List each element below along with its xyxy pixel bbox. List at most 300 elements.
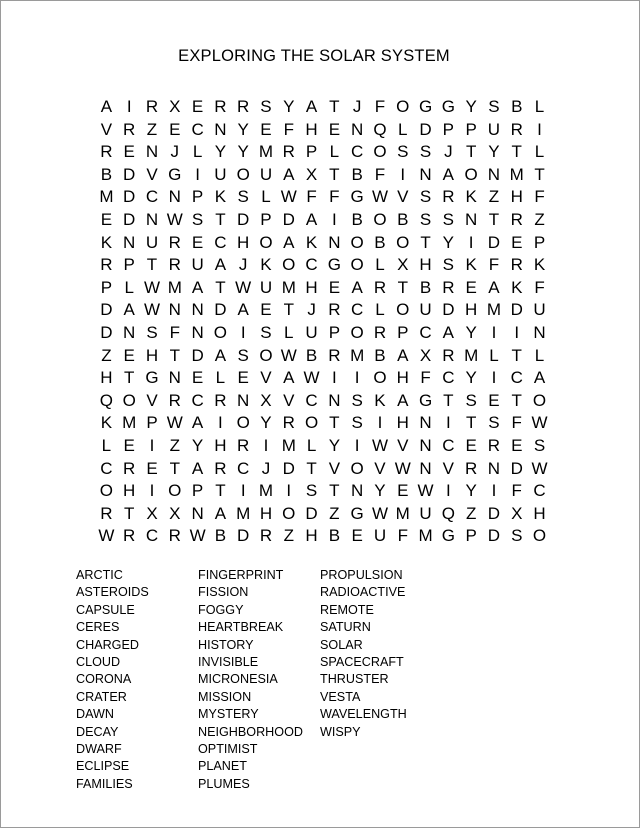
word-list-item: HEARTBREAK: [198, 620, 284, 635]
grid-letter: D: [123, 209, 136, 229]
grid-letter: M: [395, 503, 410, 523]
grid-letter: L: [398, 119, 408, 139]
grid-letter: K: [511, 277, 523, 297]
grid-letter: T: [169, 345, 180, 365]
grid-letter: D: [191, 345, 204, 365]
grid-letter: W: [394, 458, 411, 478]
grid-letter: H: [145, 345, 159, 365]
grid-letter: A: [397, 390, 409, 410]
grid-row: [95, 186, 551, 209]
grid-letter: W: [280, 187, 297, 207]
grid-letter: E: [191, 232, 204, 252]
word-list-item: FOGGY: [198, 602, 244, 617]
grid-letter: D: [123, 187, 136, 207]
grid-letter: I: [240, 322, 246, 342]
grid-letter: O: [259, 232, 273, 252]
grid-letter: T: [215, 209, 226, 229]
grid-letter: T: [397, 277, 408, 297]
grid-letter: N: [123, 232, 136, 252]
grid-letter: P: [533, 232, 546, 252]
grid-letter: T: [511, 345, 522, 365]
grid-letter: L: [306, 435, 317, 455]
grid-letter: S: [351, 390, 363, 410]
grid-letter: T: [329, 164, 340, 184]
grid-letter: F: [306, 187, 317, 207]
grid-letter: C: [191, 390, 204, 410]
word-list-item: MISSION: [198, 689, 252, 704]
grid-row: [95, 458, 551, 481]
grid-letter: D: [510, 458, 523, 478]
word-list-item: INVISIBLE: [198, 654, 259, 669]
grid-row: [95, 164, 551, 187]
grid-letter: S: [305, 481, 318, 501]
word-list-item: CAPSULE: [76, 602, 135, 617]
grid-letter: M: [281, 435, 296, 455]
grid-letter: F: [397, 526, 408, 546]
grid-letter: E: [397, 481, 409, 501]
grid-letter: I: [195, 164, 200, 184]
grid-letter: C: [214, 232, 227, 252]
grid-letter: N: [168, 187, 181, 207]
letter-grid: [95, 96, 551, 548]
grid-letter: R: [510, 255, 523, 275]
grid-letter: S: [488, 413, 500, 433]
grid-letter: T: [329, 413, 340, 433]
grid-letter: N: [168, 300, 181, 320]
grid-letter: L: [534, 142, 545, 162]
grid-letter: Q: [99, 390, 114, 410]
word-list-item: CRATER: [76, 689, 127, 704]
grid-letter: R: [237, 435, 250, 455]
grid-letter: F: [511, 413, 522, 433]
grid-letter: E: [511, 232, 523, 252]
puzzle-title: EXPLORING THE SOLAR SYSTEM: [178, 47, 450, 65]
grid-letter: K: [100, 232, 113, 252]
word-list-item: HISTORY: [198, 637, 254, 652]
grid-letter: Y: [465, 481, 477, 501]
grid-letter: T: [169, 458, 180, 478]
grid-letter: M: [236, 503, 251, 523]
grid-letter: Z: [465, 503, 477, 523]
grid-letter: N: [487, 164, 501, 184]
grid-row: [95, 277, 551, 300]
grid-letter: R: [168, 390, 181, 410]
grid-letter: B: [214, 526, 227, 546]
grid-letter: O: [236, 164, 250, 184]
grid-letter: E: [191, 97, 204, 116]
grid-letter: L: [261, 187, 271, 207]
grid-letter: O: [396, 97, 410, 116]
grid-letter: T: [329, 481, 340, 501]
grid-letter: O: [168, 481, 182, 501]
grid-letter: A: [305, 97, 318, 116]
grid-letter: A: [214, 503, 227, 523]
grid-letter: W: [143, 300, 161, 320]
grid-letter: C: [419, 322, 432, 342]
grid-letter: R: [373, 322, 387, 342]
grid-letter: O: [350, 458, 364, 478]
grid-letter: K: [214, 187, 227, 207]
grid-letter: C: [237, 458, 250, 478]
word-list-item: PLUMES: [198, 776, 250, 791]
word-list-item: MYSTERY: [198, 707, 259, 722]
grid-letter: W: [235, 277, 252, 297]
grid-letter: H: [533, 503, 546, 523]
grid-letter: I: [218, 413, 223, 433]
grid-letter: H: [259, 503, 273, 523]
grid-letter: V: [397, 435, 409, 455]
grid-letter: O: [464, 164, 478, 184]
grid-letter: L: [489, 345, 499, 365]
grid-letter: X: [305, 164, 318, 184]
grid-letter: A: [488, 277, 500, 297]
grid-letter: O: [373, 209, 387, 229]
word-list-item: PROPULSION: [320, 568, 403, 582]
grid-letter: G: [350, 503, 364, 523]
grid-letter: D: [100, 300, 113, 320]
grid-letter: O: [396, 232, 410, 252]
grid-letter: U: [259, 164, 273, 184]
grid-letter: K: [533, 255, 546, 275]
grid-row: [95, 345, 551, 368]
grid-letter: Z: [283, 526, 294, 546]
grid-letter: M: [258, 142, 274, 162]
grid-letter: A: [351, 277, 363, 297]
grid-row: [95, 435, 551, 458]
grid-letter: M: [418, 526, 433, 546]
word-list-item: CORONA: [76, 672, 132, 687]
grid-letter: N: [145, 209, 159, 229]
grid-letter: G: [350, 187, 364, 207]
grid-letter: S: [146, 322, 158, 342]
grid-letter: R: [145, 97, 159, 116]
grid-letter: I: [286, 481, 292, 501]
grid-letter: E: [123, 435, 135, 455]
grid-letter: Y: [465, 97, 477, 116]
grid-letter: V: [146, 390, 158, 410]
word-list-item: WAVELENGTH: [320, 707, 407, 722]
grid-letter: N: [328, 390, 341, 410]
grid-letter: Z: [488, 187, 500, 207]
grid-letter: R: [328, 345, 341, 365]
grid-letter: O: [373, 368, 387, 388]
grid-row: [95, 232, 551, 255]
grid-row: [95, 525, 551, 548]
grid-letter: B: [374, 232, 386, 252]
grid-letter: E: [351, 526, 363, 546]
grid-letter: S: [419, 187, 432, 207]
grid-letter: J: [352, 97, 362, 116]
grid-letter: V: [260, 368, 272, 388]
grid-letter: H: [419, 255, 432, 275]
grid-letter: G: [327, 255, 341, 275]
grid-row: [95, 141, 551, 164]
grid-letter: Z: [101, 345, 112, 365]
grid-letter: U: [373, 526, 387, 546]
grid-letter: U: [533, 300, 546, 320]
grid-letter: N: [419, 458, 432, 478]
word-list-item: DECAY: [76, 724, 119, 739]
grid-letter: L: [124, 277, 134, 297]
grid-letter: E: [237, 368, 249, 388]
grid-letter: V: [283, 390, 295, 410]
grid-letter: W: [303, 368, 320, 388]
word-list-item: FINGERPRINT: [198, 568, 284, 582]
grid-letter: Y: [374, 481, 386, 501]
grid-letter: T: [146, 255, 158, 275]
grid-row: [95, 412, 551, 435]
grid-letter: R: [168, 526, 181, 546]
grid-letter: A: [191, 458, 204, 478]
grid-letter: G: [168, 164, 182, 184]
grid-letter: M: [486, 300, 502, 320]
grid-letter: R: [442, 187, 455, 207]
word-list-item: MICRONESIA: [198, 672, 278, 687]
grid-letter: H: [305, 119, 318, 139]
grid-letter: C: [191, 119, 204, 139]
grid-letter: N: [328, 232, 341, 252]
grid-letter: E: [146, 458, 158, 478]
grid-letter: T: [283, 300, 294, 320]
grid-letter: A: [442, 164, 455, 184]
grid-letter: I: [491, 322, 497, 342]
grid-letter: Z: [146, 119, 158, 139]
grid-letter: M: [281, 277, 296, 297]
grid-letter: I: [468, 232, 474, 252]
grid-letter: A: [237, 300, 249, 320]
grid-letter: A: [283, 164, 295, 184]
grid-letter: N: [419, 413, 432, 433]
grid-letter: D: [214, 300, 227, 320]
grid-letter: E: [123, 142, 135, 162]
grid-letter: R: [510, 119, 523, 139]
grid-letter: M: [167, 277, 182, 297]
grid-letter: E: [465, 435, 477, 455]
grid-letter: F: [169, 322, 180, 342]
grid-letter: T: [488, 209, 500, 229]
grid-letter: A: [533, 368, 546, 388]
grid-letter: I: [240, 481, 246, 501]
grid-letter: I: [332, 209, 337, 229]
grid-letter: L: [329, 142, 340, 162]
grid-letter: R: [100, 255, 113, 275]
grid-letter: R: [123, 119, 136, 139]
grid-letter: X: [511, 503, 523, 523]
grid-letter: G: [418, 390, 433, 410]
grid-letter: W: [371, 435, 388, 455]
grid-letter: B: [374, 345, 386, 365]
grid-letter: L: [534, 345, 545, 365]
grid-row: [95, 322, 551, 345]
word-list-item: DAWN: [76, 707, 115, 722]
word-list-item: SATURN: [320, 620, 371, 635]
grid-letter: H: [396, 413, 409, 433]
grid-letter: M: [464, 345, 479, 365]
grid-letter: M: [99, 187, 114, 207]
grid-letter: L: [375, 300, 385, 320]
grid-letter: R: [259, 526, 273, 546]
grid-letter: W: [371, 503, 388, 523]
grid-letter: I: [445, 481, 451, 501]
grid-letter: O: [532, 390, 547, 410]
grid-letter: N: [419, 164, 432, 184]
grid-letter: N: [351, 119, 364, 139]
grid-letter: V: [397, 187, 409, 207]
grid-letter: J: [238, 255, 248, 275]
grid-letter: S: [191, 209, 204, 229]
grid-letter: V: [146, 164, 158, 184]
grid-letter: X: [169, 97, 181, 116]
grid-letter: W: [417, 481, 434, 501]
grid-letter: D: [305, 503, 318, 523]
grid-letter: Y: [237, 142, 249, 162]
grid-letter: T: [465, 413, 477, 433]
grid-letter: D: [100, 322, 113, 342]
grid-letter: D: [442, 300, 455, 320]
word-list-item: ECLIPSE: [76, 759, 130, 774]
word-list-item: FAMILIES: [76, 776, 133, 791]
grid-letter: D: [237, 209, 250, 229]
grid-letter: F: [283, 119, 294, 139]
grid-row: [95, 254, 551, 277]
grid-letter: X: [419, 345, 432, 365]
grid-letter: A: [214, 345, 227, 365]
grid-letter: D: [487, 503, 501, 523]
grid-letter: Y: [214, 142, 227, 162]
grid-letter: H: [305, 526, 318, 546]
grid-row: [95, 503, 551, 526]
grid-letter: N: [168, 368, 181, 388]
grid-letter: U: [487, 119, 501, 139]
grid-letter: H: [214, 435, 227, 455]
grid-letter: E: [123, 345, 135, 365]
grid-letter: B: [305, 345, 318, 365]
grid-letter: R: [168, 255, 181, 275]
grid-letter: I: [332, 368, 337, 388]
grid-letter: O: [373, 142, 387, 162]
grid-letter: R: [373, 277, 387, 297]
grid-letter: A: [305, 209, 318, 229]
grid-letter: T: [124, 368, 135, 388]
grid-letter: D: [419, 119, 432, 139]
grid-letter: W: [280, 345, 297, 365]
grid-letter: S: [442, 255, 455, 275]
word-list-item: NEIGHBORHOOD: [198, 724, 303, 739]
grid-letter: O: [304, 413, 319, 433]
grid-letter: D: [282, 209, 295, 229]
grid-letter: J: [261, 458, 271, 478]
grid-letter: X: [397, 255, 409, 275]
grid-letter: R: [487, 435, 501, 455]
grid-letter: S: [351, 413, 363, 433]
grid-letter: U: [145, 232, 159, 252]
grid-letter: E: [169, 119, 181, 139]
grid-letter: I: [149, 481, 155, 501]
grid-letter: T: [511, 390, 522, 410]
grid-letter: T: [215, 277, 226, 297]
grid-letter: A: [397, 345, 409, 365]
grid-letter: N: [351, 481, 364, 501]
grid-letter: K: [465, 255, 477, 275]
grid-letter: S: [260, 97, 272, 116]
grid-row: [95, 96, 551, 119]
grid-letter: B: [351, 164, 363, 184]
grid-letter: D: [487, 232, 501, 252]
word-column: [76, 567, 198, 793]
grid-letter: R: [237, 97, 250, 116]
grid-letter: P: [397, 322, 409, 342]
grid-letter: S: [419, 142, 432, 162]
word-list-item: DWARF: [76, 741, 122, 756]
grid-letter: P: [442, 119, 455, 139]
grid-letter: V: [328, 458, 341, 478]
grid-letter: F: [488, 255, 500, 275]
word-list-item: SPACECRAFT: [320, 654, 404, 669]
grid-letter: N: [123, 322, 136, 342]
grid-letter: R: [123, 458, 136, 478]
grid-letter: W: [189, 526, 206, 546]
grid-letter: D: [510, 300, 523, 320]
grid-letter: H: [396, 368, 409, 388]
grid-letter: R: [214, 97, 227, 116]
grid-letter: E: [488, 390, 500, 410]
grid-letter: I: [491, 368, 497, 388]
grid-letter: C: [145, 187, 159, 207]
grid-letter: D: [123, 164, 136, 184]
grid-letter: N: [465, 209, 478, 229]
grid-letter: Y: [442, 232, 455, 252]
grid-letter: F: [374, 97, 386, 116]
grid-letter: C: [533, 481, 546, 501]
grid-letter: F: [420, 368, 431, 388]
grid-letter: P: [191, 187, 204, 207]
grid-letter: A: [191, 413, 204, 433]
grid-letter: A: [283, 232, 295, 252]
grid-letter: Y: [191, 435, 204, 455]
grid-letter: K: [465, 187, 477, 207]
grid-letter: B: [397, 209, 409, 229]
grid-letter: B: [351, 209, 363, 229]
grid-letter: E: [191, 368, 204, 388]
grid-row: [95, 390, 551, 413]
grid-row: [95, 209, 551, 232]
grid-letter: O: [99, 481, 114, 501]
grid-letter: W: [143, 277, 161, 297]
word-list-item: WISPY: [320, 724, 361, 739]
grid-letter: S: [488, 97, 500, 116]
grid-letter: D: [487, 526, 501, 546]
grid-letter: L: [215, 368, 226, 388]
grid-letter: W: [98, 526, 115, 546]
grid-letter: A: [214, 255, 227, 275]
grid-letter: O: [350, 255, 364, 275]
grid-letter: O: [122, 390, 136, 410]
grid-letter: V: [442, 458, 455, 478]
grid-letter: P: [260, 209, 272, 229]
grid-letter: I: [126, 97, 132, 116]
grid-letter: X: [260, 390, 272, 410]
grid-letter: J: [307, 300, 316, 320]
grid-letter: X: [169, 503, 181, 523]
grid-letter: Y: [283, 97, 295, 116]
grid-letter: T: [443, 390, 454, 410]
grid-letter: G: [418, 97, 433, 116]
grid-letter: W: [166, 413, 183, 433]
grid-letter: E: [260, 300, 272, 320]
grid-letter: Q: [373, 119, 387, 139]
grid-letter: N: [419, 435, 432, 455]
grid-letter: N: [191, 300, 204, 320]
